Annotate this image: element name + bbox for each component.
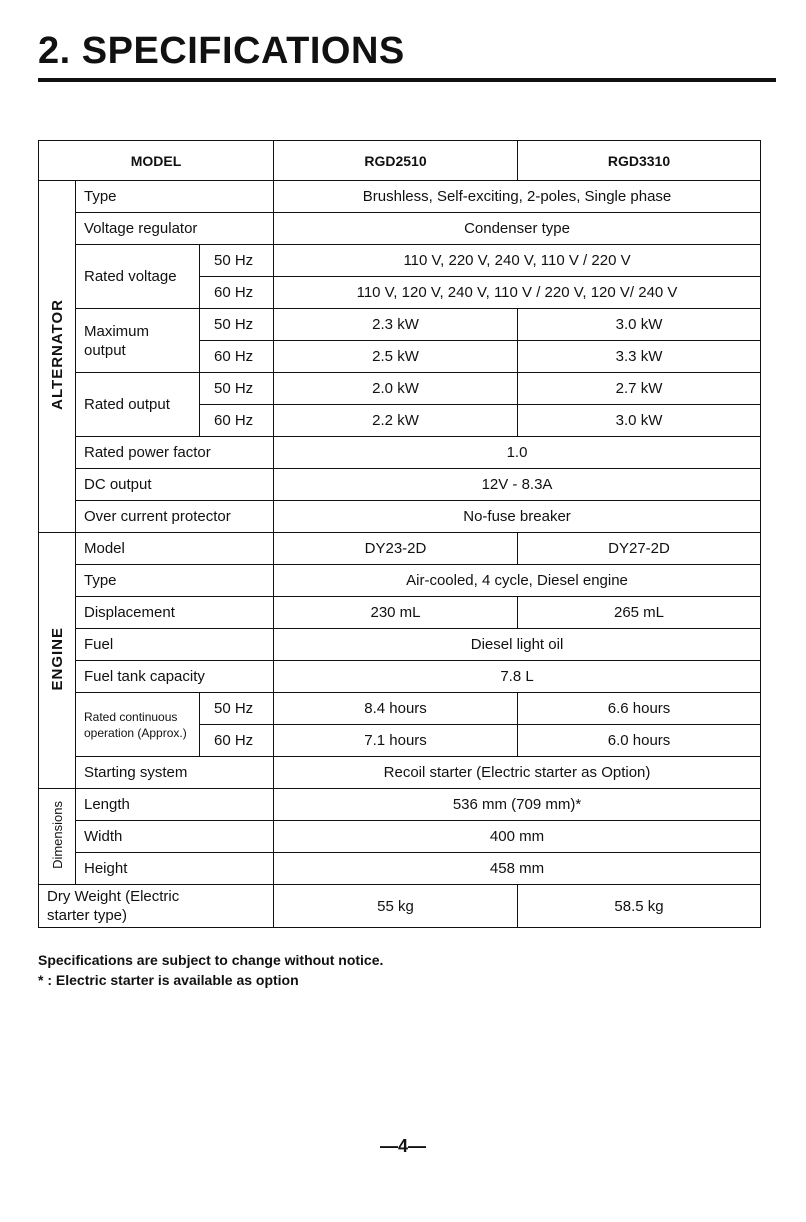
row-label: [76, 693, 200, 757]
cell-rgd3310: 3.3 kW: [518, 341, 761, 373]
row-label: Rated power factor: [76, 437, 274, 469]
table-row: [39, 309, 761, 341]
cell-rgd3310: 6.0 hours: [518, 725, 761, 757]
section-label-dimensions: Dimensions: [49, 800, 65, 869]
table-row: [39, 213, 761, 245]
section-label-engine: ENGINE: [48, 626, 66, 691]
table-row: [39, 437, 761, 469]
frequency-label: 60 Hz: [200, 405, 274, 437]
frequency-label: 50 Hz: [200, 693, 274, 725]
row-value: Recoil starter (Electric starter as Option): [274, 757, 761, 789]
cell-rgd3310: 6.6 hours: [518, 693, 761, 725]
table-row: [39, 661, 761, 693]
max-output-label: Maximum output: [84, 322, 150, 359]
frequency-label: 50 Hz: [200, 245, 274, 277]
frequency-label: 60 Hz: [200, 341, 274, 373]
table-row: [39, 789, 761, 821]
footnotes: [38, 950, 383, 990]
cell-rgd2510: 7.1 hours: [274, 725, 518, 757]
cell-rgd2510: DY23-2D: [274, 533, 518, 565]
row-value: 7.8 L: [274, 661, 761, 693]
row-value: 458 mm: [274, 853, 761, 885]
frequency-label: 50 Hz: [200, 373, 274, 405]
row-label: Type: [76, 181, 274, 213]
note-change: Specifications are subject to change without notice.: [38, 952, 384, 968]
row-label: Rated output: [76, 373, 200, 437]
row-label: Width: [76, 821, 274, 853]
cell-rgd2510: 55 kg: [274, 885, 518, 928]
cell-rgd2510: 2.5 kW: [274, 341, 518, 373]
note-starter: * : Electric starter is available as option: [38, 972, 299, 988]
row-value: Diesel light oil: [274, 629, 761, 661]
row-label: Type: [76, 565, 274, 597]
row-label: Length: [76, 789, 274, 821]
header-rgd3310: RGD3310: [518, 141, 761, 181]
continuous-operation-label: Rated continuous operation (Approx.): [84, 709, 187, 740]
row-label: Rated voltage: [76, 245, 200, 309]
row-value: 536 mm (709 mm)*: [274, 789, 761, 821]
row-label: DC output: [76, 469, 274, 501]
cell-rgd2510: 2.0 kW: [274, 373, 518, 405]
table-row: [39, 821, 761, 853]
table-row: [39, 757, 761, 789]
row-label: Voltage regulator: [76, 213, 274, 245]
row-label: [76, 309, 200, 373]
section-label-alternator: ALTERNATOR: [48, 299, 66, 410]
cell-rgd3310: 3.0 kW: [518, 309, 761, 341]
page-title: 2. SPECIFICATIONS: [38, 30, 405, 72]
table-row: [39, 597, 761, 629]
table-row: [39, 181, 761, 213]
row-label: Model: [76, 533, 274, 565]
row-value: 110 V, 220 V, 240 V, 110 V / 220 V: [274, 245, 761, 277]
row-label: Displacement: [76, 597, 274, 629]
row-label: Height: [76, 853, 274, 885]
row-value: 1.0: [274, 437, 761, 469]
table-row: [39, 885, 761, 928]
cell-rgd3310: 58.5 kg: [518, 885, 761, 928]
row-value: 400 mm: [274, 821, 761, 853]
row-value: 110 V, 120 V, 240 V, 110 V / 220 V, 120 V/ 240 V: [274, 277, 761, 309]
table-row: [39, 245, 761, 277]
header-rgd2510: RGD2510: [274, 141, 518, 181]
cell-rgd2510: 8.4 hours: [274, 693, 518, 725]
row-value: Air-cooled, 4 cycle, Diesel engine: [274, 565, 761, 597]
cell-rgd3310: 2.7 kW: [518, 373, 761, 405]
row-label: Fuel: [76, 629, 274, 661]
title-rule: [38, 78, 776, 82]
table-row: [39, 565, 761, 597]
table-row: [39, 469, 761, 501]
row-value: 12V - 8.3A: [274, 469, 761, 501]
table-row: [39, 533, 761, 565]
table-row: [39, 629, 761, 661]
frequency-label: 50 Hz: [200, 309, 274, 341]
section-alternator: [39, 181, 76, 533]
table-row: [39, 693, 761, 725]
cell-rgd3310: 265 mL: [518, 597, 761, 629]
row-value: No-fuse breaker: [274, 501, 761, 533]
table-header-row: [39, 141, 761, 181]
cell-rgd2510: 2.2 kW: [274, 405, 518, 437]
cell-rgd3310: DY27-2D: [518, 533, 761, 565]
cell-rgd2510: 230 mL: [274, 597, 518, 629]
section-engine: [39, 533, 76, 789]
page-number: —4—: [379, 1136, 426, 1156]
table-row: [39, 853, 761, 885]
frequency-label: 60 Hz: [200, 277, 274, 309]
table-row: [39, 501, 761, 533]
row-label: [39, 885, 274, 928]
dry-weight-label: Dry Weight (Electric starter type): [47, 888, 180, 924]
frequency-label: 60 Hz: [200, 725, 274, 757]
row-value: Brushless, Self-exciting, 2-poles, Single phase: [274, 181, 761, 213]
header-model: MODEL: [39, 141, 274, 181]
row-value: Condenser type: [274, 213, 761, 245]
cell-rgd3310: 3.0 kW: [518, 405, 761, 437]
section-dimensions: [39, 789, 76, 885]
table-row: [39, 373, 761, 405]
cell-rgd2510: 2.3 kW: [274, 309, 518, 341]
row-label: Over current protector: [76, 501, 274, 533]
specifications-table: [38, 140, 761, 928]
row-label: Fuel tank capacity: [76, 661, 274, 693]
row-label: Starting system: [76, 757, 274, 789]
